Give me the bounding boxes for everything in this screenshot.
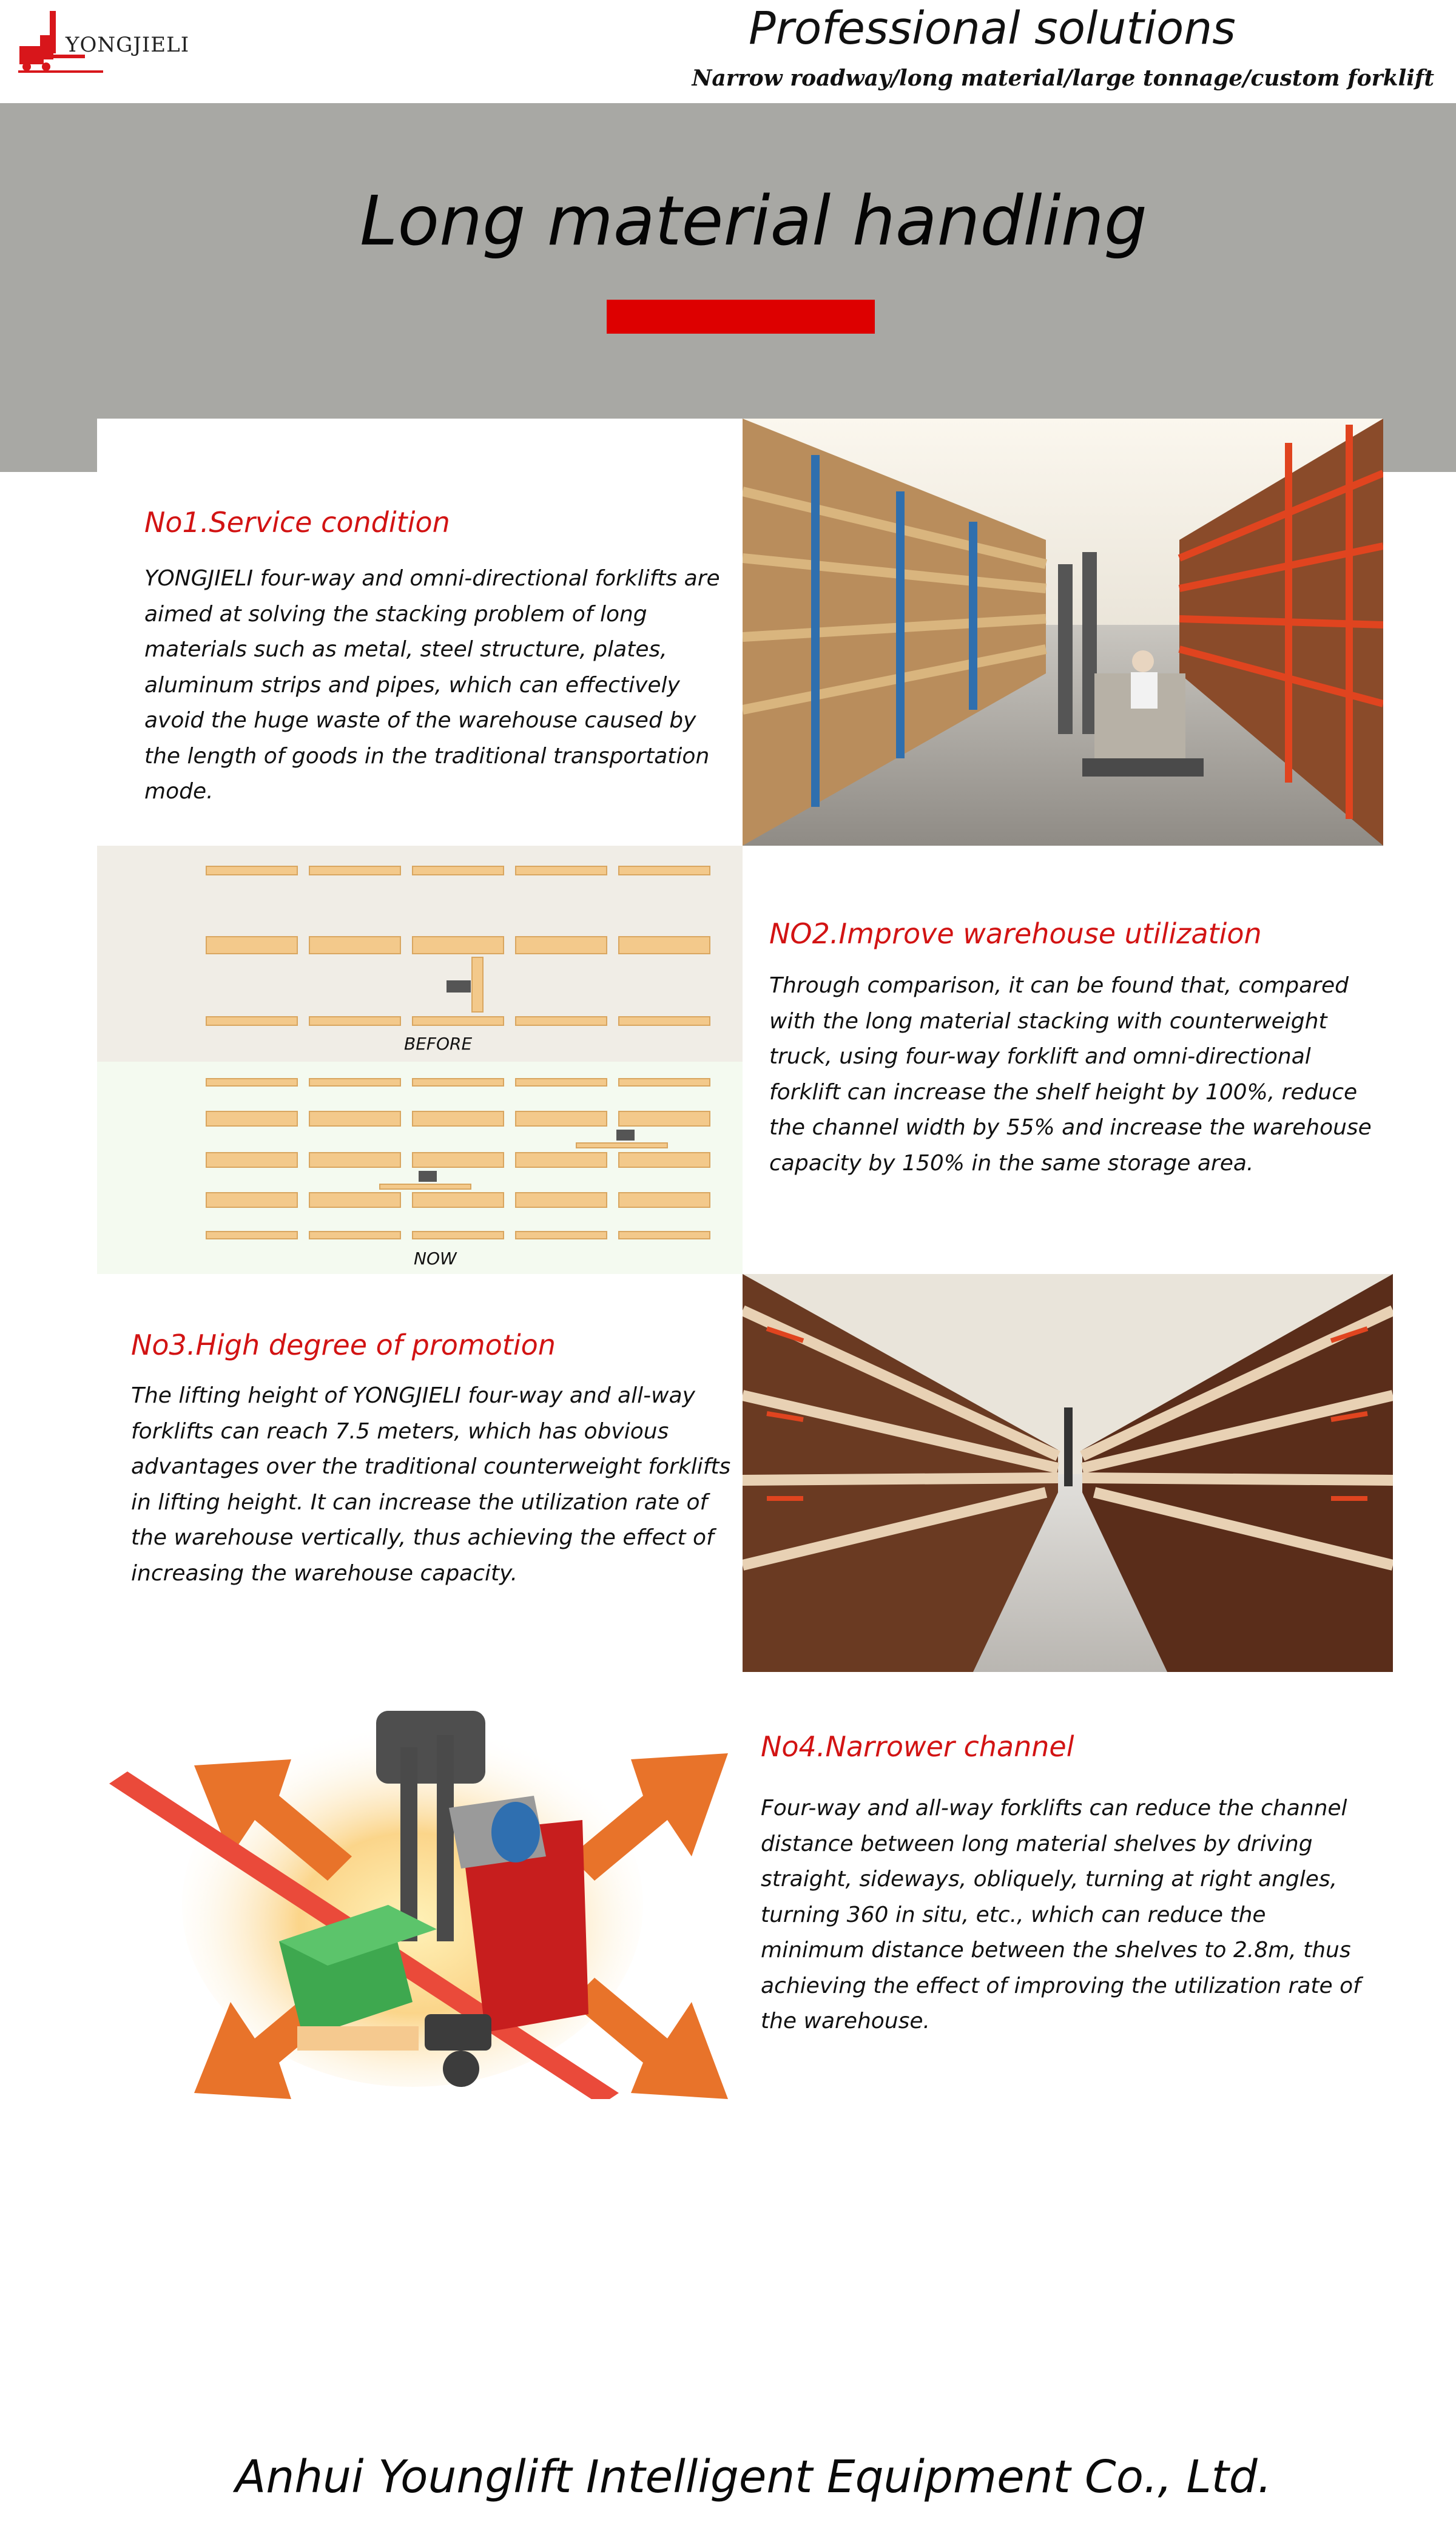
section-2-body: Through comparison, it can be found that, compared with the long material stacking with counterweight truck, using four-way forklift and omni-directional forklift can increase the shelf height by 100%, reduce the channel width by 55% and increase the warehouse capacity by 150% in the same storage area. bbox=[769, 973, 1372, 1176]
section-3-body: The lifting height of YONGJIELI four-way and all-way forklifts can reach 7.5 meters, which has obvious advantages over the traditional counterweight forklifts in lifting height. It can increase the utilization rate of the warehouse vertically, thus achieving the effect of increasing the warehouse capacity. bbox=[131, 1383, 731, 1586]
warehouse-forklift-photo bbox=[743, 419, 1383, 846]
logo-wordmark: YONGJIELI bbox=[66, 33, 190, 57]
header-subtitle: Narrow roadway/long material/large tonnage/custom forklift bbox=[692, 66, 1434, 91]
page-title: Long material handling bbox=[360, 182, 1147, 261]
before-layout-diagram bbox=[97, 846, 743, 1062]
omni-directional-forklift-illustration bbox=[97, 1674, 743, 2099]
before-label: BEFORE bbox=[404, 1034, 473, 1054]
section-1-body: YONGJIELI four-way and omni-directional forklifts are aimed at solving the stacking problem of long materials such as metal, steel structure, plates, aluminum strips and pipes, which can effectively avoid the huge waste of the warehouse caused by the length of goods in the traditional transportation mode. bbox=[144, 566, 720, 804]
section-4-heading: No4.Narrower channel bbox=[761, 1730, 1074, 1763]
now-layout-diagram bbox=[97, 1062, 743, 1274]
section-2-heading: NO2.Improve warehouse utilization bbox=[769, 917, 1262, 950]
title-accent-bar bbox=[607, 300, 875, 334]
now-label: NOW bbox=[414, 1249, 457, 1269]
company-name-footer: Anhui Younglift Intelligent Equipment Co., Ltd. bbox=[235, 2451, 1272, 2503]
section-3-heading: No3.High degree of promotion bbox=[131, 1329, 556, 1361]
section-1-heading: No1.Service condition bbox=[144, 506, 450, 539]
gray-banner bbox=[0, 103, 1456, 472]
long-material-racking-photo bbox=[743, 1274, 1393, 1672]
section-4-body: Four-way and all-way forklifts can reduce the channel distance between long material shelves by driving straight, sideways, obliquely, turning at right angles, turning 360 in situ, etc., which can reduce the minimum distance between the shelves to 2.8m, thus achieving the effect of improving the utilization rate of the warehouse. bbox=[761, 1796, 1361, 2034]
header-title: Professional solutions bbox=[749, 2, 1236, 55]
